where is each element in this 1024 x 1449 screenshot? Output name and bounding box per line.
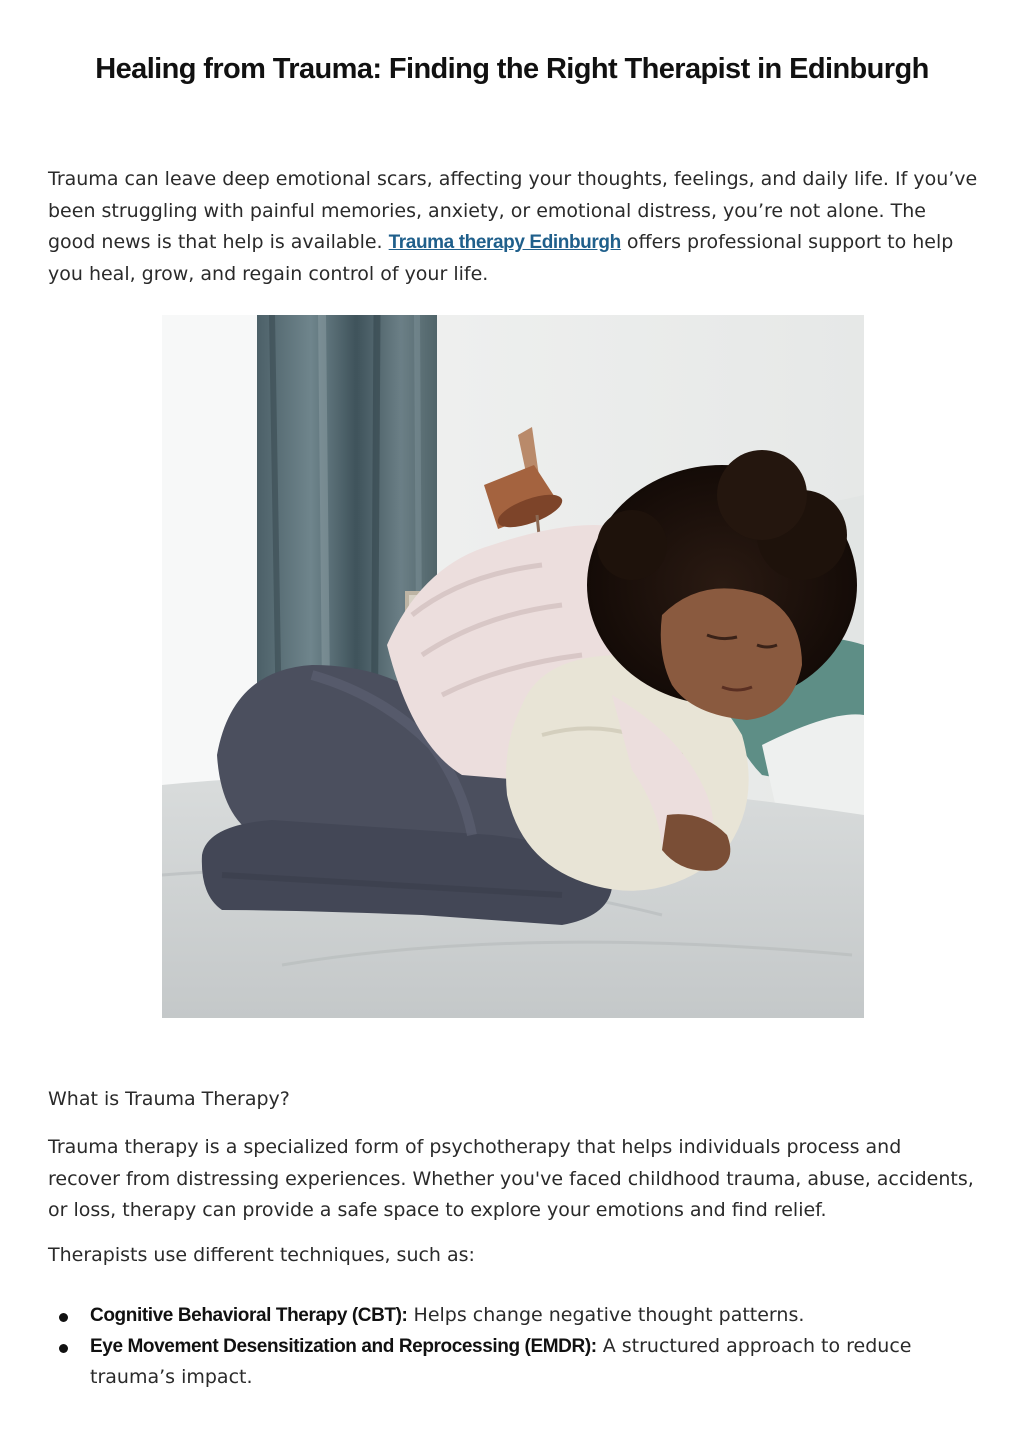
page-title: Healing from Trauma: Finding the Right Therapist in Edinburgh	[95, 53, 929, 85]
list-item	[48, 1331, 978, 1392]
hero-photo	[162, 315, 864, 1018]
intro-text-start: Trauma can leave deep emotional scars, affecting your thoughts, feelings, and daily life. If you’ve been struggling with painful memories, anxiety, or emotional distress, you’re not alone. The good news is that help is available.	[48, 168, 978, 253]
bullet-icon	[59, 1344, 68, 1353]
bullet-icon	[59, 1313, 68, 1322]
intro-paragraph	[48, 164, 978, 290]
trauma-therapy-edinburgh-link[interactable]: Trauma therapy Edinburgh	[388, 232, 621, 253]
intro-text-end: offers professional support to help you heal, grow, and regain control of your life.	[48, 231, 954, 285]
technique-term: Cognitive Behavioral Therapy (CBT):	[90, 1305, 408, 1326]
technique-description: Helps change negative thought patterns.	[407, 1304, 805, 1326]
section-paragraph: Trauma therapy is a specialized form of psychotherapy that helps individuals process and recover from distressing experiences. Whether you've faced childhood trauma, abuse, accidents, or loss, therapy can provide a safe space to explore your emotions and find relief.	[48, 1136, 974, 1221]
section-heading: What is Trauma Therapy?	[48, 1088, 290, 1110]
technique-description: A structured approach to reduce trauma’s impact.	[90, 1335, 912, 1388]
techniques-list	[48, 1300, 978, 1392]
technique-term: Eye Movement Desensitization and Reprocessing (EMDR):	[90, 1336, 597, 1357]
list-item	[48, 1300, 978, 1331]
techniques-intro: Therapists use different techniques, such as:	[48, 1244, 475, 1266]
